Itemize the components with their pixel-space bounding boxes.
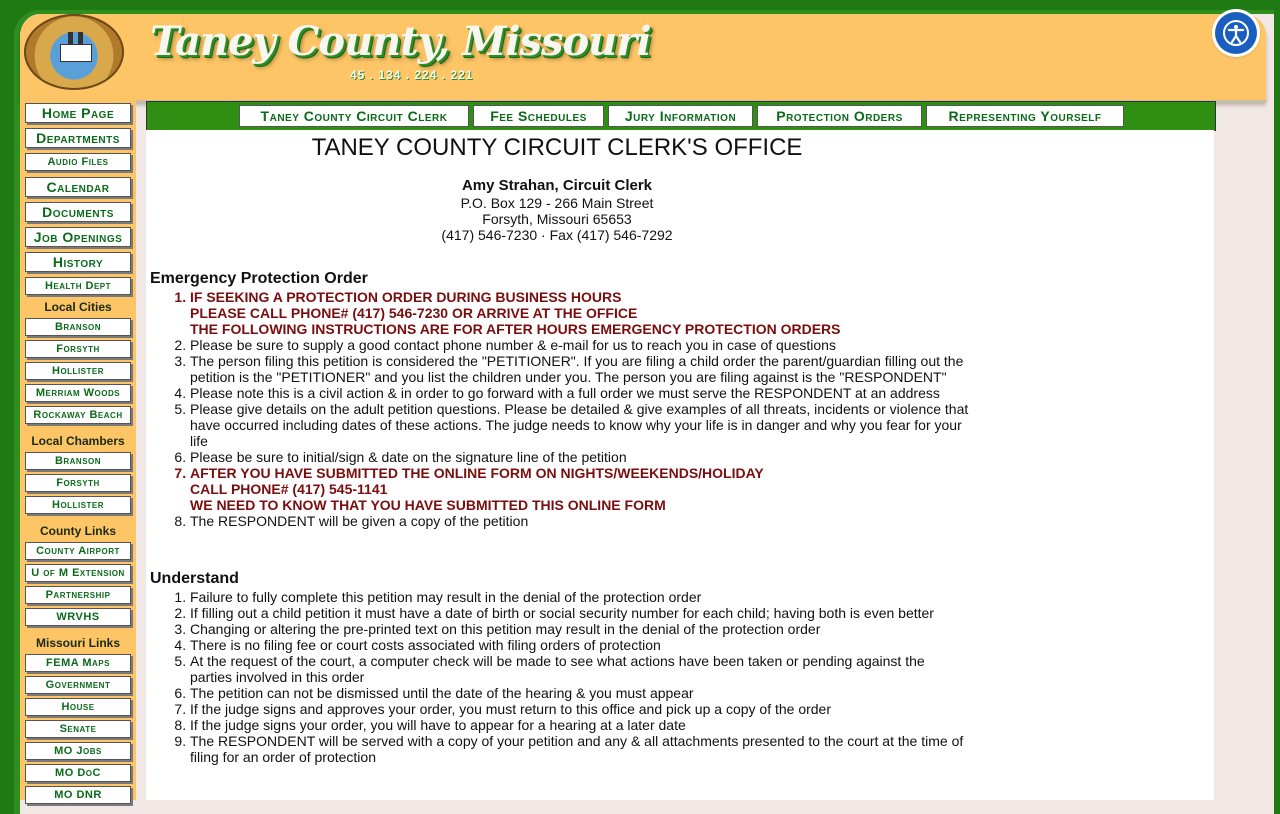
accessibility-icon[interactable] xyxy=(1215,12,1257,54)
list-item: 5. At the request of the court, a computer check will be made to see what actions have been taken or pending against the parties involved in this order xyxy=(190,653,970,685)
emergency-warning-item xyxy=(190,289,970,337)
list-item-line: CALL PHONE# (417) 545-1141 xyxy=(190,481,388,497)
sidebar-item-branson[interactable]: Branson xyxy=(25,452,131,470)
sidebar-item-history[interactable]: History xyxy=(25,252,131,272)
sidebar-item-forsyth[interactable]: Forsyth xyxy=(25,474,131,492)
list-item xyxy=(190,353,970,385)
sidebar-item-hollister[interactable]: Hollister xyxy=(25,362,131,380)
list-item-line: The RESPONDENT will be given a copy of the petition xyxy=(190,513,529,529)
site-title: Taney County, Missouri xyxy=(150,18,651,65)
visitor-ip: 45 . 134 . 224 . 221 xyxy=(350,68,474,82)
sidebar-item-job-openings[interactable]: Job Openings xyxy=(25,227,131,247)
address-line-2: Forsyth, Missouri 65653 xyxy=(482,211,632,227)
list-item xyxy=(190,337,970,353)
emergency-warning-item xyxy=(190,465,970,513)
list-item xyxy=(190,401,970,449)
list-item-line: WE NEED TO KNOW THAT YOU HAVE SUBMITTED THIS ONLINE FORM xyxy=(190,497,666,513)
sidebar-item-documents[interactable]: Documents xyxy=(25,202,131,222)
sidebar-item-u-of-m-extension[interactable]: U of M Extension xyxy=(25,564,131,582)
sidebar-item-mo-doc[interactable]: MO DoC xyxy=(25,764,131,782)
sidebar-item-mo-jobs[interactable]: MO Jobs xyxy=(25,742,131,760)
list-item xyxy=(190,385,970,401)
sidebar xyxy=(20,100,136,800)
list-item: 2. If filling out a child petition it must have a date of birth or social security number for each child; having both is even better xyxy=(190,605,970,621)
emergency-list xyxy=(150,289,970,529)
sidebar-item-forsyth[interactable]: Forsyth xyxy=(25,340,131,358)
list-item-line: PLEASE CALL PHONE# (417) 546-7230 OR ARRIVE AT THE OFFICE xyxy=(190,305,638,321)
sidebar-item-house[interactable]: House xyxy=(25,698,131,716)
sidebar-item-county-airport[interactable]: County Airport xyxy=(25,542,131,560)
main-content xyxy=(146,130,1214,800)
list-item-line: THE FOLLOWING INSTRUCTIONS ARE FOR AFTER HOURS EMERGENCY PROTECTION ORDERS xyxy=(190,321,841,337)
page-title: TANEY COUNTY CIRCUIT CLERK'S OFFICE xyxy=(311,134,803,161)
sidebar-item-branson[interactable]: Branson xyxy=(25,318,131,336)
top-nav xyxy=(146,101,1216,131)
sidebar-item-rockaway-beach[interactable]: Rockaway Beach xyxy=(25,406,131,424)
list-item-line: Please be sure to initial/sign & date on the signature line of the petition xyxy=(190,449,627,465)
sidebar-heading-local-chambers: Local Chambers xyxy=(31,434,125,448)
sidebar-heading-missouri-links: Missouri Links xyxy=(35,636,121,650)
sidebar-item-wrvhs[interactable]: WRVHS xyxy=(25,608,131,626)
tab-protection-orders[interactable]: Protection Orders xyxy=(757,105,922,127)
sidebar-item-senate[interactable]: Senate xyxy=(25,720,131,738)
address-line-1: P.O. Box 129 - 266 Main Street xyxy=(460,195,654,211)
sidebar-item-home-page[interactable]: Home Page xyxy=(25,103,131,123)
seal-boat xyxy=(60,44,92,62)
list-item: 4. There is no filing fee or court costs associated with filing orders of protection xyxy=(190,637,970,653)
sidebar-item-mo-dnr[interactable]: MO DNR xyxy=(25,786,131,804)
list-item: 9. The RESPONDENT will be served with a copy of your petition and any & all attachments presented to the court at the time of filing for an order of protection xyxy=(190,733,970,765)
list-item: 1. Failure to fully complete this petition may result in the denial of the protection order xyxy=(190,589,970,605)
sidebar-item-hollister[interactable]: Hollister xyxy=(25,496,131,514)
list-item-line: The person filing this petition is considered the "PETITIONER". If you are filing a child order the parent/guardian filling out the petition is the "PETITIONER" and you list the children under you. The person you are filing against is the "RESPONDENT" xyxy=(190,353,964,385)
tab-jury-information[interactable]: Jury Information xyxy=(608,105,753,127)
tab-representing-yourself[interactable]: Representing Yourself xyxy=(926,105,1124,127)
list-item: 3. Changing or altering the pre-printed text on this petition may result in the denial of the protection order xyxy=(190,621,970,637)
emergency-heading: Emergency Protection Order xyxy=(150,270,368,287)
list-item: 6. The petition can not be dismissed until the date of the hearing & you must appear xyxy=(190,685,970,701)
phone-fax: (417) 546-7230 · Fax (417) 546-7292 xyxy=(441,227,673,243)
list-item-line: IF SEEKING A PROTECTION ORDER DURING BUSINESS HOURS xyxy=(190,289,622,305)
understand-heading: Understand xyxy=(150,570,239,587)
sidebar-item-fema-maps[interactable]: FEMA Maps xyxy=(25,654,131,672)
clerk-name: Amy Strahan, Circuit Clerk xyxy=(461,177,653,194)
sidebar-item-audio-files[interactable]: Audio Files xyxy=(25,153,131,171)
list-item-line: AFTER YOU HAVE SUBMITTED THE ONLINE FORM ON NIGHTS/WEEKENDS/HOLIDAY xyxy=(190,465,764,481)
sidebar-item-calendar[interactable]: Calendar xyxy=(25,177,131,197)
list-item xyxy=(190,513,970,529)
list-item-line: Please note this is a civil action & in order to go forward with a full order we must serve the RESPONDENT at an address xyxy=(190,385,940,401)
list-item-line: Please be sure to supply a good contact phone number & e-mail for us to reach you in case of questions xyxy=(190,337,836,353)
list-item-line: Please give details on the adult petition questions. Please be detailed & give examples of all threats, incidents or violence that have occurred including dates of these actions. The judge needs to know why your life is in danger and why you fear for your life xyxy=(190,401,969,449)
tab-taney-county-circuit-clerk[interactable]: Taney County Circuit Clerk xyxy=(239,105,469,127)
sidebar-heading-county-links: County Links xyxy=(39,524,116,538)
sidebar-item-partnership[interactable]: Partnership xyxy=(25,586,131,604)
list-item: 7. If the judge signs and approves your order, you must return to this office and pick up a copy of the order xyxy=(190,701,970,717)
understand-list xyxy=(150,589,970,765)
list-item: 8. If the judge signs your order, you will have to appear for a hearing at a later date xyxy=(190,717,970,733)
sidebar-item-health-dept[interactable]: Health Dept xyxy=(25,277,131,295)
sidebar-item-merriam-woods[interactable]: Merriam Woods xyxy=(25,384,131,402)
tab-fee-schedules[interactable]: Fee Schedules xyxy=(473,105,604,127)
sidebar-item-departments[interactable]: Departments xyxy=(25,128,131,148)
county-seal-icon[interactable] xyxy=(24,14,124,90)
sidebar-heading-local-cities: Local Cities xyxy=(44,300,112,314)
list-item xyxy=(190,449,970,465)
sidebar-item-government[interactable]: Government xyxy=(25,676,131,694)
